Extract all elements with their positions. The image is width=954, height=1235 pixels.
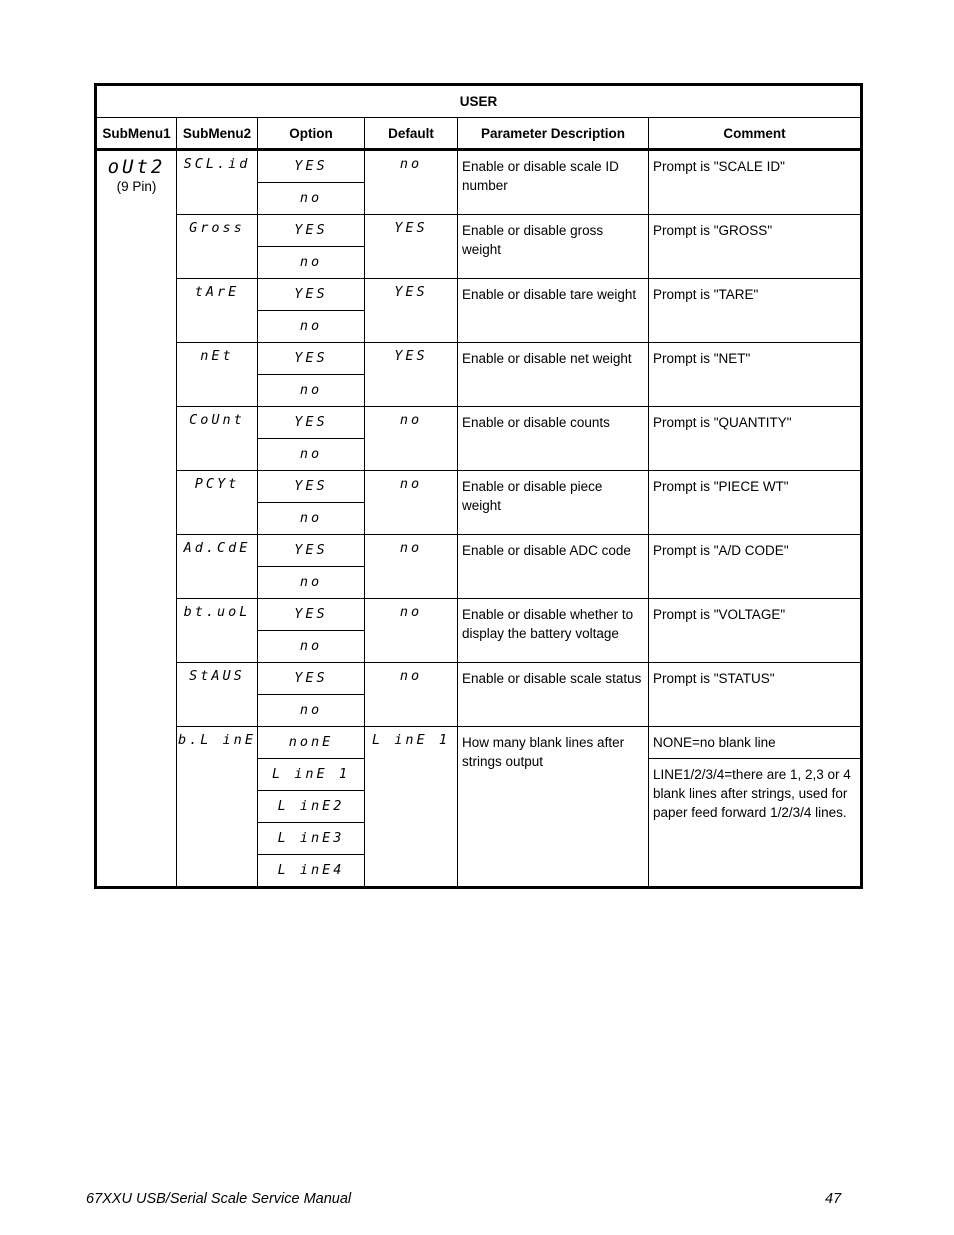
option-value: L inE4 [258, 855, 365, 888]
submenu1-code: oUt2 [107, 156, 166, 178]
comment: Prompt is "NET" [649, 343, 862, 407]
default-value: no [365, 599, 458, 663]
option-value: YES [258, 599, 365, 631]
table-row [96, 727, 862, 759]
option-value: no [258, 567, 365, 599]
option-value: YES [258, 663, 365, 695]
header-option: Option [258, 118, 365, 150]
comment: Prompt is "PIECE WT" [649, 471, 862, 535]
submenu1-cell [96, 150, 177, 888]
submenu2-code: nEt [177, 343, 258, 407]
option-value: YES [258, 471, 365, 503]
parameter-description: Enable or disable gross weight [458, 215, 649, 279]
default-value: L inE 1 [365, 727, 458, 888]
default-value: no [365, 535, 458, 599]
comment: Prompt is "SCALE ID" [649, 150, 862, 215]
parameter-description: Enable or disable whether to display the battery voltage [458, 599, 649, 663]
option-value: YES [258, 407, 365, 439]
table-row [96, 279, 862, 311]
comment: NONE=no blank line [649, 727, 862, 759]
header-parameter-description: Parameter Description [458, 118, 649, 150]
default-value: no [365, 471, 458, 535]
submenu2-code: bt.uoL [177, 599, 258, 663]
parameter-description: Enable or disable counts [458, 407, 649, 471]
table-row [96, 150, 862, 183]
default-value: no [365, 407, 458, 471]
option-value: L inE3 [258, 823, 365, 855]
option-value: no [258, 247, 365, 279]
parameter-description: Enable or disable piece weight [458, 471, 649, 535]
option-value: no [258, 695, 365, 727]
comment: Prompt is "A/D CODE" [649, 535, 862, 599]
default-value: no [365, 663, 458, 727]
submenu2-code: Ad.CdE [177, 535, 258, 599]
header-submenu1: SubMenu1 [96, 118, 177, 150]
default-value: no [365, 150, 458, 215]
submenu2-code: PCYt [177, 471, 258, 535]
option-value: YES [258, 343, 365, 375]
parameter-description: Enable or disable tare weight [458, 279, 649, 343]
user-settings-table [94, 83, 863, 889]
comment: Prompt is "STATUS" [649, 663, 862, 727]
table-row [96, 599, 862, 631]
table-title: USER [96, 85, 862, 118]
submenu2-code: Gross [177, 215, 258, 279]
parameter-description: Enable or disable net weight [458, 343, 649, 407]
option-value: L inE 1 [258, 759, 365, 791]
comment: Prompt is "GROSS" [649, 215, 862, 279]
header-submenu2: SubMenu2 [177, 118, 258, 150]
submenu2-code: SCL.id [177, 150, 258, 215]
table-row [96, 407, 862, 439]
footer-page-number: 47 [825, 1191, 842, 1207]
table-row [96, 535, 862, 567]
header-default: Default [365, 118, 458, 150]
option-value: YES [258, 279, 365, 311]
comment: Prompt is "QUANTITY" [649, 407, 862, 471]
parameter-description: Enable or disable scale status [458, 663, 649, 727]
option-value: nonE [258, 727, 365, 759]
table-body [96, 150, 862, 888]
comment: Prompt is "VOLTAGE" [649, 599, 862, 663]
option-value: YES [258, 215, 365, 247]
table-row [96, 215, 862, 247]
submenu2-code: StAUS [177, 663, 258, 727]
option-value: no [258, 183, 365, 215]
option-value: no [258, 311, 365, 343]
parameter-description: Enable or disable scale ID number [458, 150, 649, 215]
table-row [96, 663, 862, 695]
submenu2-code: b.L inE [177, 727, 258, 888]
table-row [96, 471, 862, 503]
default-value: YES [365, 215, 458, 279]
option-value: no [258, 631, 365, 663]
comment: Prompt is "TARE" [649, 279, 862, 343]
submenu2-code: tArE [177, 279, 258, 343]
option-value: YES [258, 150, 365, 183]
option-value: no [258, 375, 365, 407]
footer-manual-title: 67XXU USB/Serial Scale Service Manual [86, 1191, 352, 1207]
comment: LINE1/2/3/4=there are 1, 2,3 or 4 blank lines after strings, used for paper feed forward 1/2/3/4 lines. [649, 759, 862, 888]
default-value: YES [365, 343, 458, 407]
option-value: no [258, 503, 365, 535]
submenu2-code: CoUnt [177, 407, 258, 471]
option-value: L inE2 [258, 791, 365, 823]
submenu1-note: (9 Pin) [116, 179, 157, 194]
parameter-description: Enable or disable ADC code [458, 535, 649, 599]
header-comment: Comment [649, 118, 862, 150]
option-value: no [258, 439, 365, 471]
parameter-description: How many blank lines after strings output [458, 727, 649, 888]
table-row [96, 343, 862, 375]
option-value: YES [258, 535, 365, 567]
default-value: YES [365, 279, 458, 343]
